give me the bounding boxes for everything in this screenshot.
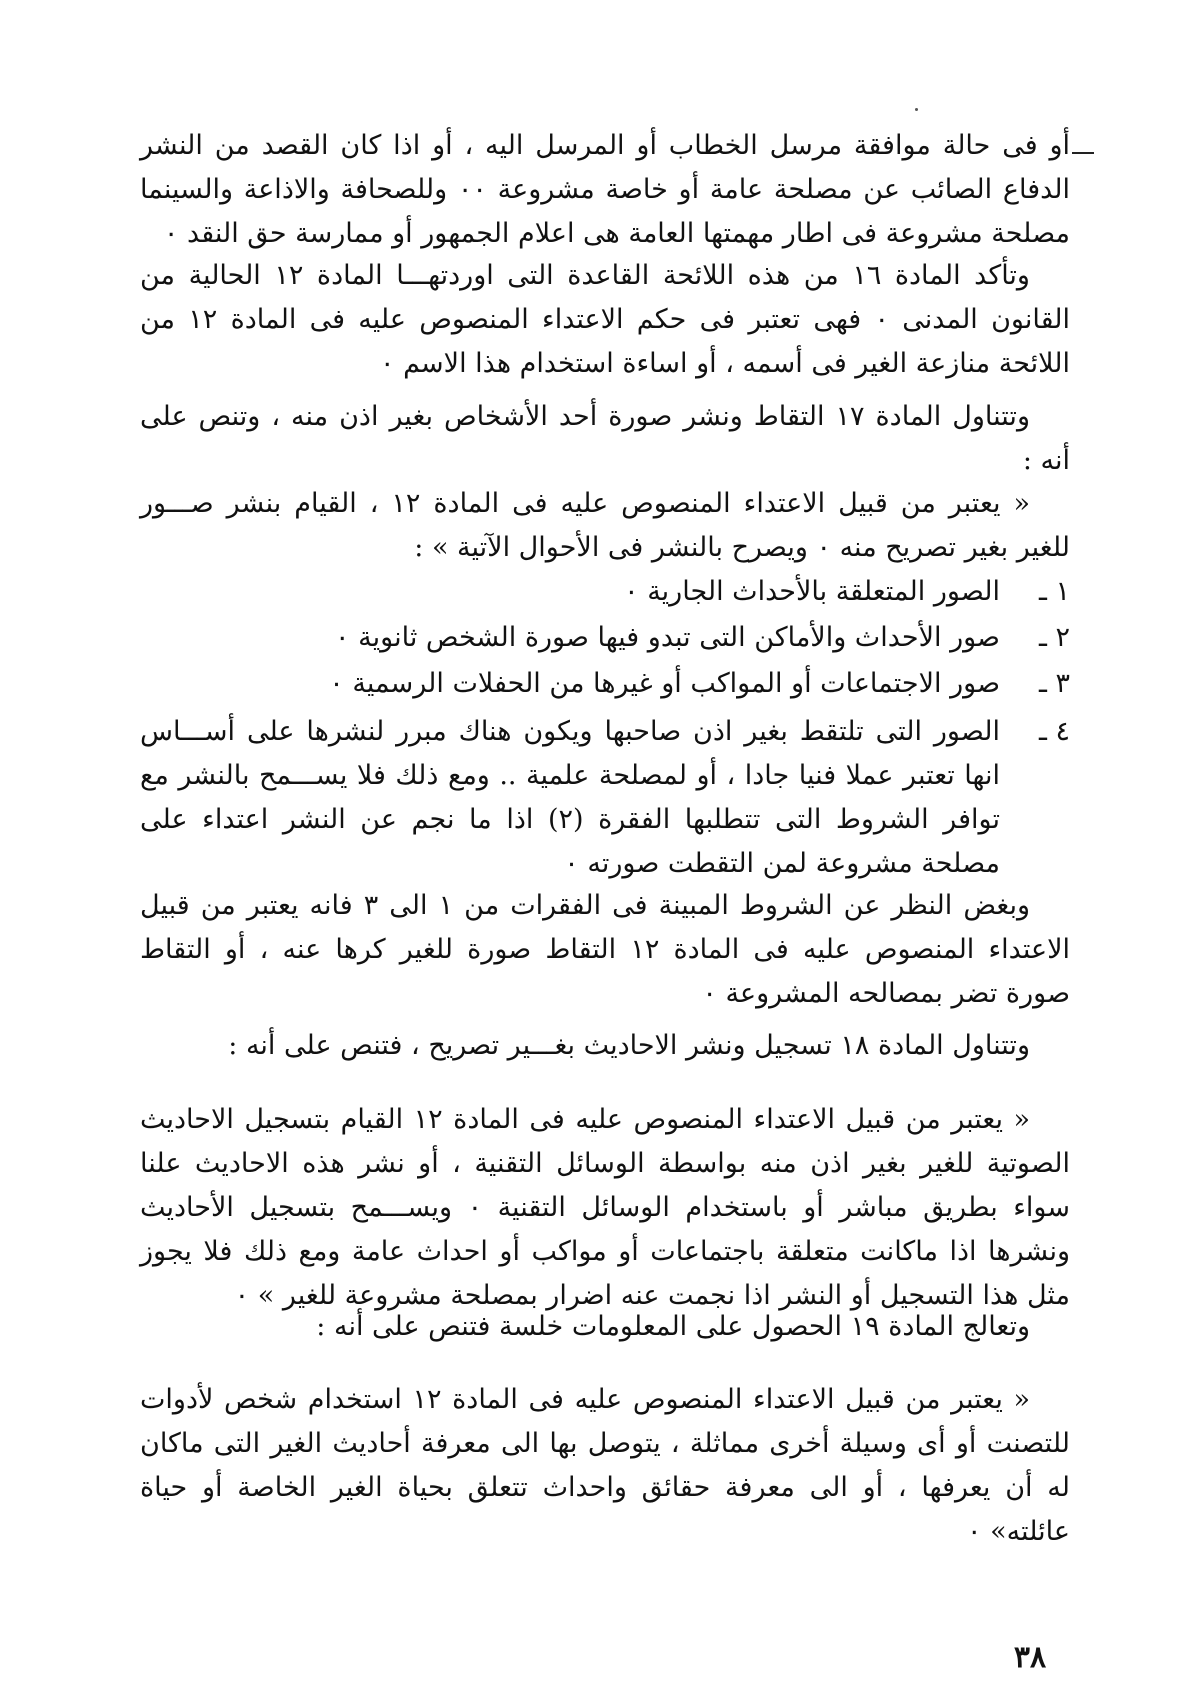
paragraph-2: وتأكد المادة ١٦ من هذه اللائحة القاعدة التى اوردتهـــا المادة ١٢ الحالية من القانون المدنى ٠ فهى تعتبر فى حكم الاعتداء المنصوص عليه فى المادة ١٢ من اللائحة منازعة الغير فى أسمه ، أو اساءة استخدام هذا الاسم ٠ (140, 260, 1070, 379)
paragraph-6: وتعالج المادة ١٩ الحصول على المعلومات خلسة فتنص على أنه : (316, 1311, 1030, 1342)
list-item-4 (140, 710, 1070, 886)
list-number: ١ ـ (1038, 576, 1070, 607)
quote-paragraph-2: « يعتبر من قبيل الاعتداء المنصوص عليه فى المادة ١٢ القيام بتسجيل الاحاديث الصوتية للغير بغير اذن منه بواسطة الوسائل التقنية ، أو نشر هذه الاحاديث علنا سواء بطريق مباشر أو باستخدام الوسائل التقنية ٠ ويســـمح بتسجيل الأحاديث ونشرها اذا ماكانت متعلقة باجتماعات أو مواكب أو احداث عامة ومع ذلك فلا يجوز مثل هذا التسجيل أو النشر اذا نجمت عنه اضرار بمصلحة مشروعة للغير » ٠ (140, 1104, 1070, 1311)
list-text: صور الأحداث والأماكن التى تبدو فيها صورة الشخص ثانوية ٠ (335, 622, 1000, 653)
paragraph-4: وبغض النظر عن الشروط المبينة فى الفقرات من ١ الى ٣ فانه يعتبر من قبيل الاعتداء المنصوص عليه فى المادة ١٢ التقاط صورة للغير كرها عنه ، أو التقاط صورة تضر بمصالحه المشروعة ٠ (140, 890, 1071, 1009)
list-text: صور الاجتماعات أو المواكب أو غيرها من الحفلات الرسمية ٠ (329, 668, 1000, 699)
paragraph-3: وتتناول المادة ١٧ التقاط ونشر صورة أحد الأشخاص بغير اذن منه ، وتنص على أنه : (140, 401, 1070, 476)
list-item-3 (140, 662, 1070, 706)
paragraph-1: أو فى حالة موافقة مرسل الخطاب أو المرسل اليه ، أو اذا كان القصد من النشر الدفاع الصائب عن مصلحة عامة أو خاصة مشروعة ٠٠ وللصحافة والاذاعة والسينما مصلحة مشروعة فى اطار مهمتها العامة هى اعلام الجمهور أو ممارسة حق النقد ٠ (140, 130, 1071, 249)
list-text: الصور المتعلقة بالأحداث الجارية ٠ (624, 576, 1000, 607)
list-item-1 (140, 570, 1070, 614)
paragraph-5: وتتناول المادة ١٨ تسجيل ونشر الاحاديث بغـــير تصريح ، فتنص على أنه : (228, 1030, 1030, 1061)
quote-paragraph-3: « يعتبر من قبيل الاعتداء المنصوص عليه فى المادة ١٢ استخدام شخص لأدوات للتصنت أو أى وسيلة أخرى مماثلة ، يتوصل بها الى معرفة أحاديث الغير التى ماكان له أن يعرفها ، أو الى معرفة حقائق واحداث تتعلق بحياة الغير الخاصة أو حياة عائلته» ٠ (140, 1384, 1071, 1547)
scan-speck (915, 108, 918, 111)
margin-mark (1072, 152, 1094, 154)
list-number: ٤ ـ (1038, 716, 1070, 747)
list-item-2 (140, 616, 1070, 660)
list-number: ٢ ـ (1038, 622, 1070, 653)
list-text: الصور التى تلتقط بغير اذن صاحبها ويكون هناك مبرر لنشرها على أســـاس انها تعتبر عملا فنيا جادا ، أو لمصلحة علمية .. ومع ذلك فلا يســـمح بالنشر مع توافر الشروط التى تتطلبها الفقرة (٢) اذا ما نجم عن النشر اعتداء على مصلحة مشروعة لمن التقطت صورته ٠ (140, 716, 1000, 879)
list-number: ٣ ـ (1038, 668, 1070, 699)
page-number: ٣٨ (1013, 1640, 1047, 1675)
quote-paragraph-1: « يعتبر من قبيل الاعتداء المنصوص عليه فى المادة ١٢ ، القيام بنشر صـــور للغير بغير تصريح منه ٠ ويصرح بالنشر فى الأحوال الآتية » : (140, 488, 1070, 563)
